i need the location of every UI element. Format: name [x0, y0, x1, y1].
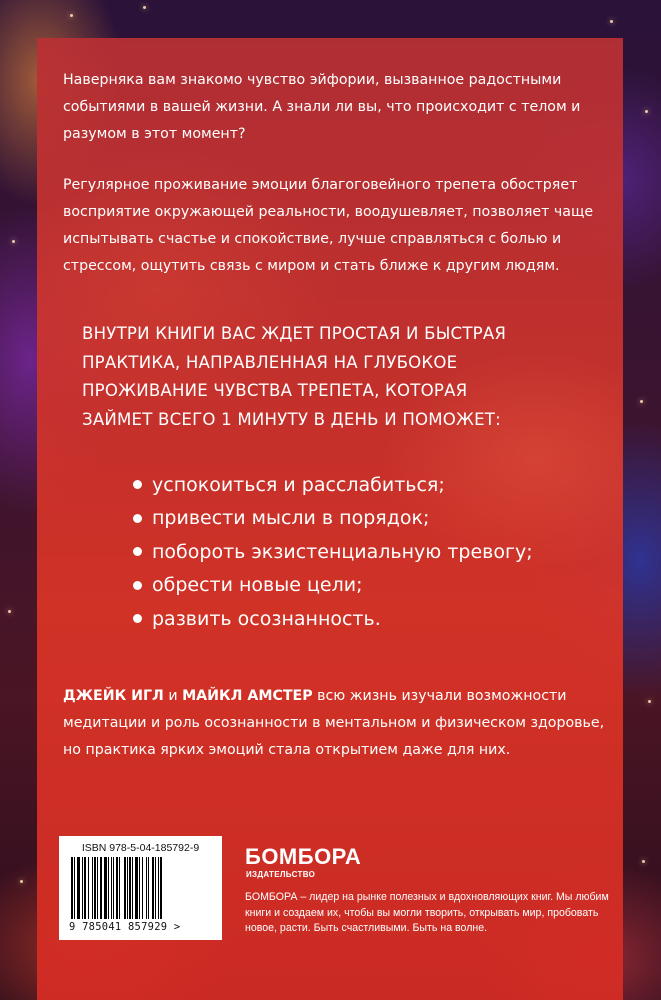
- highlight-line: ПРАКТИКА, НАПРАВЛЕННАЯ НА ГЛУБОКОЕ: [82, 352, 458, 372]
- list-item: [133, 569, 533, 603]
- barcode: [69, 857, 212, 919]
- list-item: [133, 468, 533, 502]
- intro-paragraph-2: Регулярное проживание эмоции благоговейного трепета обостряет восприятие окружающей реальности, воодушевляет, позволяет чаще испытывать счастье и спокойствие, лучше справляться с болью и стрессом, ощутить связь с миром и стать ближе к другим людям.: [63, 177, 594, 274]
- barcode-bar: [100, 857, 102, 919]
- barcode-bar: [94, 857, 96, 919]
- bullet-icon: [133, 614, 142, 623]
- barcode-bar: [104, 857, 107, 919]
- barcode-bar: [82, 857, 83, 919]
- barcode-bar: [142, 857, 143, 919]
- highlight-line: ПРОЖИВАНИЕ ЧУВСТВА ТРЕПЕТА, КОТОРАЯ: [82, 381, 468, 401]
- barcode-bar: [77, 857, 80, 919]
- publisher-tagline: БОМБОРА – лидер на рынке полезных и вдохновляющих книг. Мы любим книги и создаем их, чтобы вы могли творить, открывать мир, пробовать новое, расти. Быть счастливыми. Быть на волне.: [245, 891, 609, 934]
- barcode-bar: [148, 857, 149, 919]
- barcode-bar: [139, 857, 140, 919]
- benefit-text: развить осознанность.: [152, 607, 381, 630]
- highlight-line: ВНУТРИ КНИГИ ВАС ЖДЕТ ПРОСТАЯ И БЫСТРАЯ: [82, 324, 507, 343]
- barcode-bar: [108, 857, 109, 919]
- barcode-bar: [152, 857, 154, 919]
- list-item: [133, 535, 533, 569]
- bullet-icon: [133, 514, 142, 523]
- barcode-bar: [97, 857, 98, 919]
- bullet-icon: [133, 480, 142, 489]
- list-item: [133, 602, 533, 636]
- author-name: ДЖЕЙК ИГЛ: [63, 688, 164, 704]
- barcode-bar: [111, 857, 112, 919]
- barcode-bar: [119, 857, 120, 919]
- isbn-text: ISBN 978-5-04-185792-9: [81, 842, 200, 854]
- barcode-digits: 9 785041 857929 >: [69, 921, 181, 933]
- barcode-bar: [74, 857, 75, 919]
- barcode-bar: [92, 857, 93, 919]
- barcode-box: [59, 836, 222, 940]
- barcode-bar: [88, 857, 89, 919]
- benefit-text: побороть экзистенциальную тревогу;: [152, 540, 533, 563]
- authors-text: всю жизнь изучали возможности медитации и роль осознанности в ментальном и физическом здоровье, но практика ярких эмоций стала открытием даже для них.: [63, 688, 605, 758]
- barcode-bar: [124, 857, 126, 919]
- barcode-bar: [113, 857, 114, 919]
- publisher-subtitle: ИЗДАТЕЛЬСТВО: [246, 870, 316, 879]
- benefit-text: обрести новые цели;: [152, 574, 363, 597]
- barcode-bar: [116, 857, 118, 919]
- bullet-icon: [133, 547, 142, 556]
- benefit-text: привести мысли в порядок;: [152, 507, 430, 530]
- benefits-list: [133, 468, 533, 636]
- author-name: МАЙКЛ АМСТЕР: [182, 688, 313, 704]
- barcode-bar: [129, 857, 131, 919]
- authors-connector: и: [163, 688, 183, 704]
- highlight-line: ЗАЙМЕТ ВСЕГО 1 МИНУТУ В ДЕНЬ И ПОМОЖЕТ:: [82, 410, 501, 430]
- bullet-icon: [133, 581, 142, 590]
- intro-paragraph-1: Наверняка вам знакомо чувство эйфории, вызванное радостными событиями в вашей жизни. А знали ли вы, что происходит с телом и разумом в этот момент?: [63, 72, 581, 142]
- list-item: [133, 502, 533, 536]
- barcode-bar: [158, 857, 159, 919]
- barcode-bar: [135, 857, 138, 919]
- barcode-bar: [84, 857, 86, 919]
- benefit-text: успокоиться и расслабиться;: [152, 473, 445, 496]
- barcode-bar: [71, 857, 73, 919]
- highlight-block: [82, 320, 612, 435]
- barcode-bar: [132, 857, 133, 919]
- barcode-bar: [155, 857, 156, 919]
- back-cover-panel: [37, 38, 623, 1000]
- publisher-logo: БОМБОРА: [245, 844, 362, 869]
- barcode-bar: [160, 857, 162, 919]
- authors-paragraph: [63, 683, 608, 764]
- barcode-bar: [146, 857, 147, 919]
- barcode-bar: [127, 857, 128, 919]
